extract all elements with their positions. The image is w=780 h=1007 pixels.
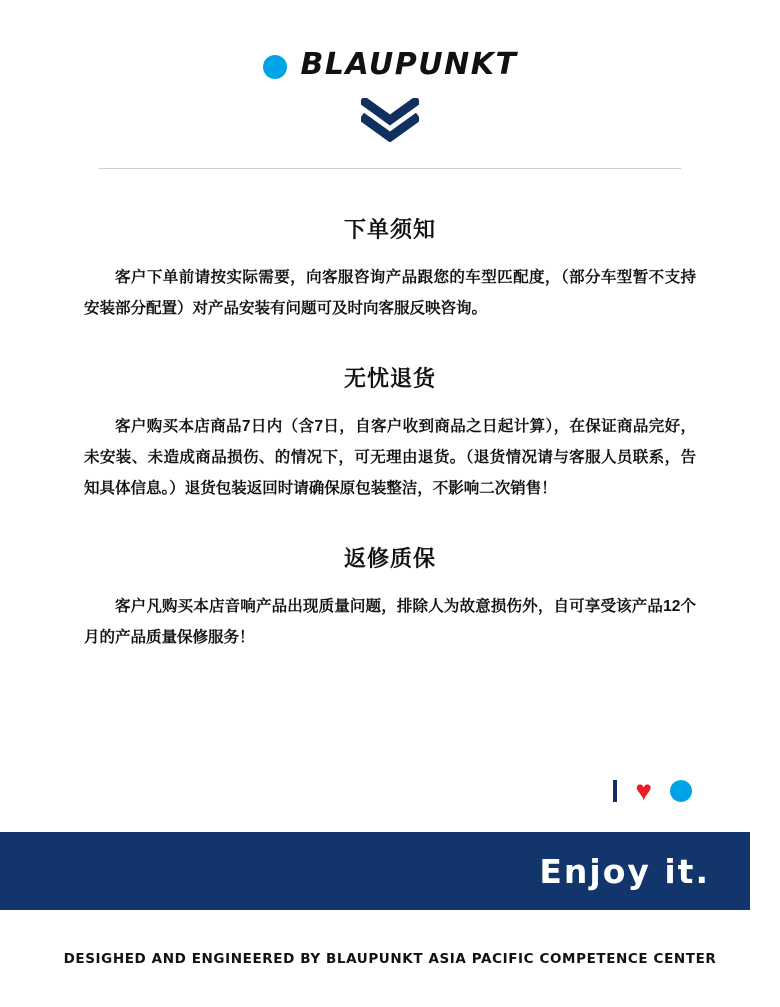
footer-text: DESIGHED AND ENGINEERED BY BLAUPUNKT ASIA PACIFIC COMPETENCE CENTER — [63, 950, 717, 967]
enjoy-banner — [0, 832, 750, 910]
section-title-returns: 无忧退货 — [343, 366, 436, 391]
section-body-returns: 客户购买本店商品7日内（含7日，自客户收到商品之日起计算），在保证商品完好，未安装、未造成商品损伤、的情况下，可无理由退货。（退货情况请与客服人员联系，告知具体信息。）退货包装返回时请确保原包装整洁，不影响二次销售！ — [84, 418, 696, 497]
brand-header — [0, 0, 780, 80]
double-chevron-down-icon — [0, 98, 780, 142]
section-body-warranty: 客户凡购买本店音响产品出现质量问题，排除人为故意损伤外，自可享受该产品12个月的产品质量保修服务！ — [84, 598, 696, 646]
section-title-ordering: 下单须知 — [343, 217, 436, 242]
section-title-warranty: 返修质保 — [343, 546, 436, 571]
accent-bar-icon — [613, 780, 617, 802]
accent-dot-icon — [670, 780, 692, 802]
accent-marks — [0, 776, 780, 806]
footer — [0, 910, 780, 1007]
heart-icon: ♥ — [635, 775, 652, 806]
terms-content — [0, 169, 780, 734]
section-body-ordering: 客户下单前请按实际需要，向客服咨询产品跟您的车型匹配度，（部分车型暂不支持安装部分配置）对产品安装有问题可及时向客服反映咨询。 — [84, 269, 696, 317]
banner-text: Enjoy it. — [539, 851, 710, 891]
brand-name: BLAUPUNKT — [300, 47, 518, 82]
brand-dot-icon — [263, 55, 287, 79]
